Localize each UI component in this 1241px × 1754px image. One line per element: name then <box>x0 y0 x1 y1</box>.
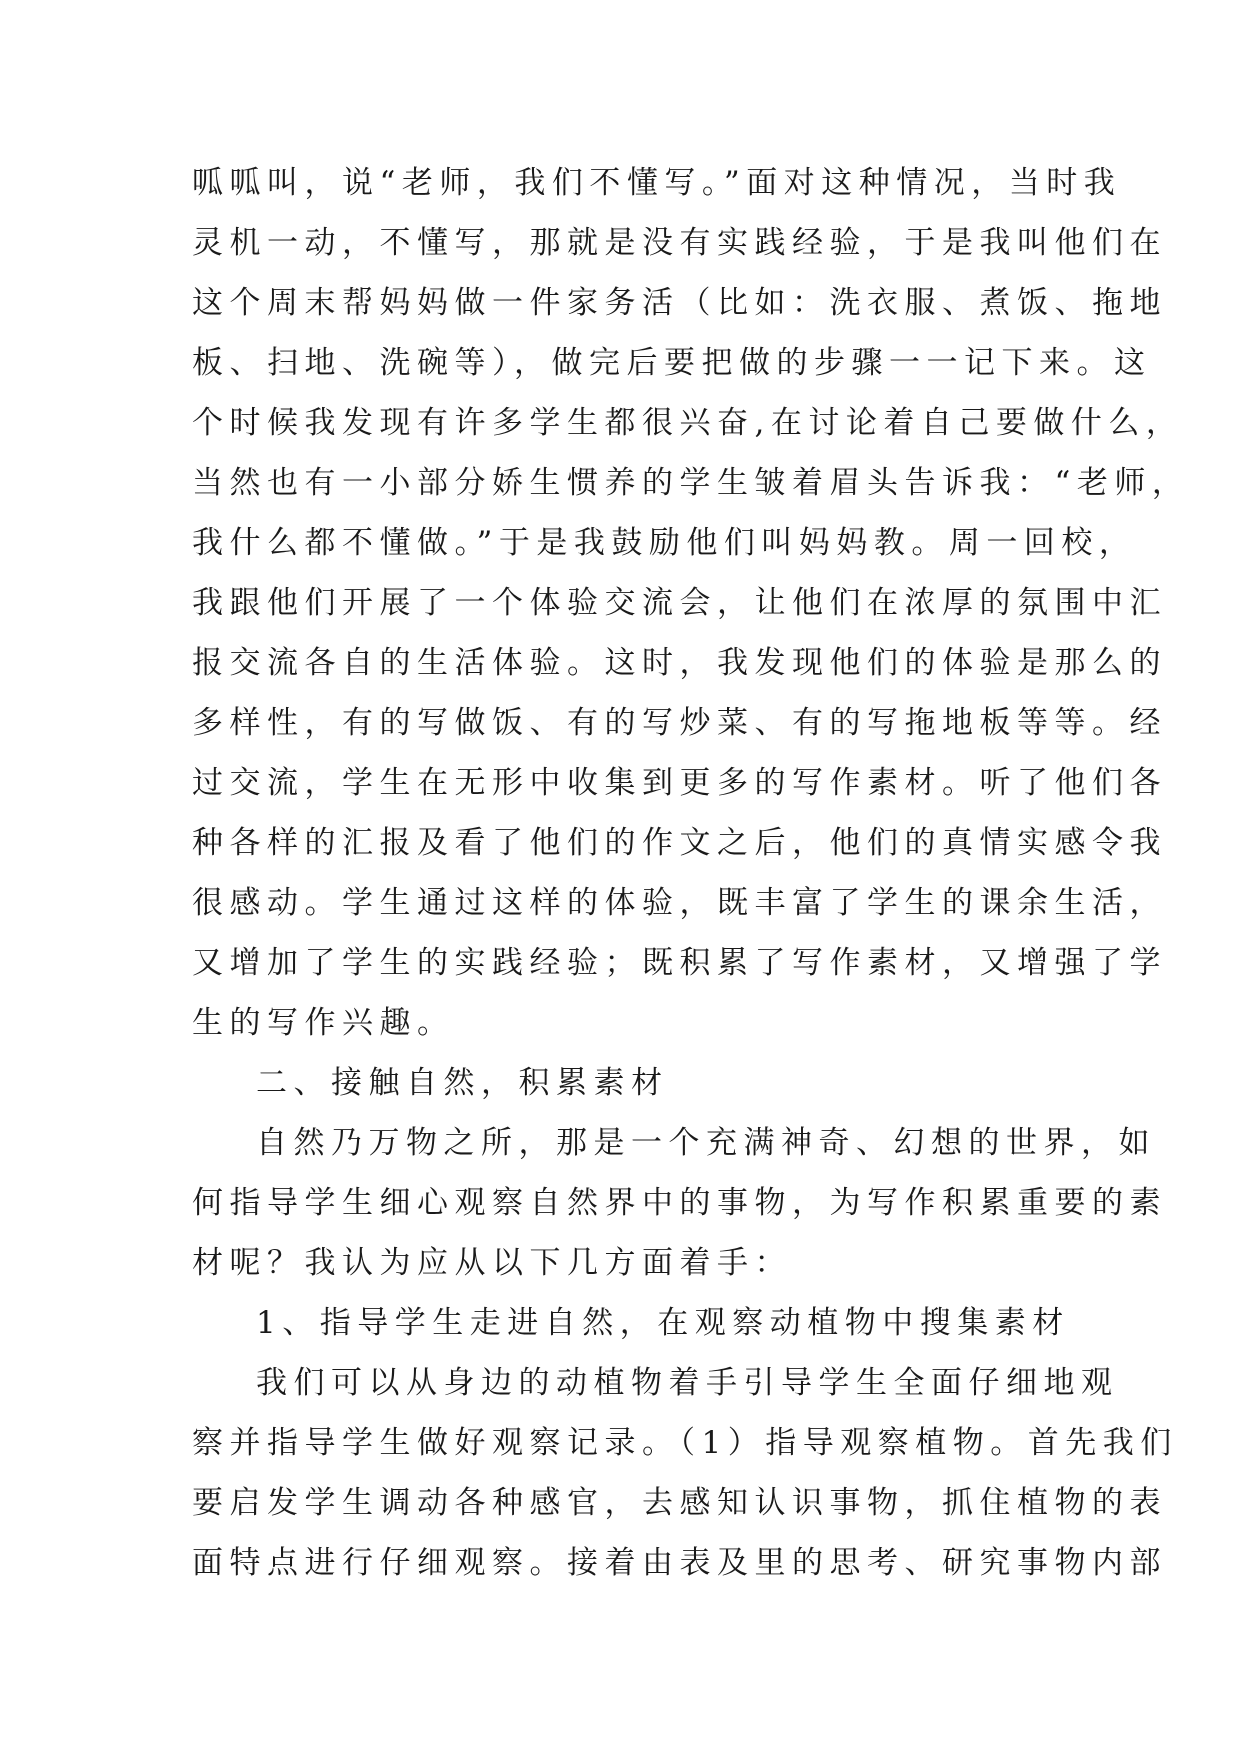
subsection-heading: 1、指导学生走进自然，在观察动植物中搜集素材 <box>256 1305 1070 1341</box>
text-line: 这个周末帮妈妈做一件家务活（比如：洗衣服、煮饭、拖地 <box>192 285 1167 321</box>
text-line: 我什么都不懂做。”于是我鼓励他们叫妈妈教。周一回校， <box>192 525 1137 561</box>
text-line: 面特点进行仔细观察。接着由表及里的思考、研究事物内部 <box>192 1545 1167 1581</box>
text-line: 材呢？我认为应从以下几方面着手： <box>192 1245 792 1281</box>
text-line: 个时候我发现有许多学生都很兴奋,在讨论着自己要做什么， <box>192 405 1184 441</box>
text-line: 当然也有一小部分娇生惯养的学生皱着眉头告诉我：“老师， <box>192 465 1190 501</box>
body-text <box>192 153 1190 1593</box>
text-line: 很感动。学生通过这样的体验，既丰富了学生的课余生活， <box>192 885 1167 921</box>
text-line: 要启发学生调动各种感官，去感知认识事物，抓住植物的表 <box>192 1485 1167 1521</box>
text-line: 过交流，学生在无形中收集到更多的写作素材。听了他们各 <box>192 765 1167 801</box>
text-line: 报交流各自的生活体验。这时，我发现他们的体验是那么的 <box>192 645 1167 681</box>
text-line: 板、扫地、洗碗等），做完后要把做的步骤一一记下来。这 <box>192 345 1152 381</box>
text-line: 呱呱叫，说“老师，我们不懂写。”面对这种情况，当时我 <box>192 165 1122 201</box>
text-line: 种各样的汇报及看了他们的作文之后，他们的真情实感令我 <box>192 825 1167 861</box>
text-line: 何指导学生细心观察自然界中的事物，为写作积累重要的素 <box>192 1185 1167 1221</box>
text-line: 生的写作兴趣。 <box>192 1005 455 1041</box>
text-line: 多样性，有的写做饭、有的写炒菜、有的写拖地板等等。经 <box>192 705 1167 741</box>
text-line: 灵机一动，不懂写，那就是没有实践经验，于是我叫他们在 <box>192 225 1167 261</box>
text-line: 我们可以从身边的动植物着手引导学生全面仔细地观 <box>256 1365 1119 1401</box>
text-line: 自然乃万物之所，那是一个充满神奇、幻想的世界，如 <box>256 1125 1156 1161</box>
text-line: 又增加了学生的实践经验；既积累了写作素材，又增强了学 <box>192 945 1167 981</box>
text-line: 我跟他们开展了一个体验交流会，让他们在浓厚的氛围中汇 <box>192 585 1167 621</box>
section-heading: 二、接触自然，积累素材 <box>256 1065 669 1101</box>
text-line: 察并指导学生做好观察记录。（1）指导观察植物。首先我们 <box>192 1425 1178 1461</box>
